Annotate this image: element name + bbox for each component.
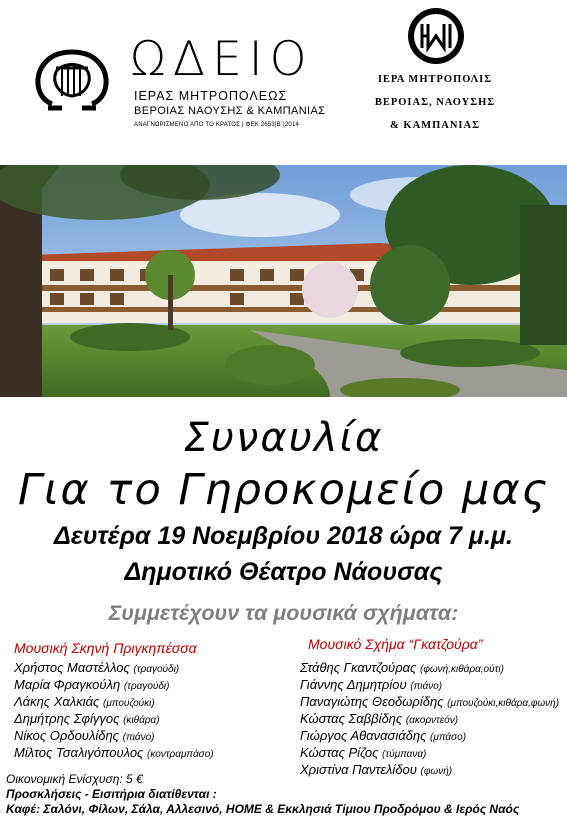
metropolis-line-1: ΙΕΡΑ ΜΗΤΡΟΠΟΛΙΣ [377,74,493,85]
metropolis-line-3: & ΚΑΜΠΑΝΙΑΣ [390,120,480,131]
member-role: (φωνή,κιθάρα,ούτι) [420,664,504,675]
member-role: (μπουζούκι,κιθάρα,φωνή) [447,698,560,709]
odeio-lyre-logo-icon [32,38,112,118]
list-item [300,660,504,675]
member-name: Χρήστος Μαστέλλος [14,660,130,675]
member-role: (μπουζούκι) [102,698,155,709]
member-role: (τραγούδι) [123,681,170,692]
member-name: Παναγιώτης Θεοδωρίδης [300,694,444,709]
member-name: Μίλτος Τσαλιγόπουλος [14,745,144,760]
member-role: (κιθάρα) [123,715,160,726]
concert-title: Συναυλία [183,415,384,461]
member-name: Κώστας Ρίζος [300,745,379,760]
member-name: Μαρία Φραγκούλη [14,677,121,692]
odeio-subtitle-2: ΒΕΡΟΙΑΣ ΝΑΟΥΣΗΣ & ΚΑΜΠΑΝΙΑΣ [134,105,326,117]
member-name: Δημήτρης Σφίγγος [14,711,120,726]
list-item [300,694,559,709]
participants-heading: Συμμετέχουν τα μουσικά σχήματα: [108,601,459,625]
member-name: Στάθης Γκαντζούρας [300,660,417,675]
ticket-locations: Καφέ: Σαλόνι, Φίλων, Σάλα, Αλλεσινό, HOME & Εκκλησιά Τίμιου Προδρόμου & Ιερός Ναός [6,802,520,816]
member-role: (πιάνο) [410,681,443,692]
list-item [14,694,155,709]
odeio-title: ΩΔΕΙΟ [130,32,314,87]
list-item [300,728,466,743]
list-item [300,745,426,760]
concert-subtitle: Για το Γηροκομείο μας [18,465,549,515]
list-item [14,745,214,760]
list-item [300,711,458,726]
member-name: Νίκος Ορδουλίδης [14,728,119,743]
metropolis-line-2: ΒΕΡΟΙΑΣ, ΝΑΟΥΣΗΣ [374,97,496,108]
member-role: (πιάνο) [122,732,155,743]
member-name: Γιώργος Αθανασιάδης [300,728,427,743]
member-role: (φωνή) [420,766,453,777]
event-date: Δευτέρα 19 Νοεμβρίου 2018 ώρα 7 μ.μ. [54,522,513,550]
list-item [14,660,179,675]
donation-note: Οικονομική Ενίσχυση: 5 € [6,772,143,786]
member-role: (ακορντεόν) [405,715,459,726]
member-role: (τύμπανα) [382,749,427,760]
left-group-title: Μουσική Σκηνή Πριγκηπέσσα [14,640,197,656]
member-name: Γιάννης Δημητρίου [300,677,407,692]
metropolis-seal-icon [406,6,466,66]
member-role: (μπάσο) [430,732,467,743]
member-name: Χριστίνα Παντελίδου [300,762,417,777]
tickets-note: Προσκλήσεις - Εισιτήρια διατίθενται : [6,787,217,801]
member-name: Λάκης Χαλκιάς [14,694,100,709]
nursing-home-photo [0,165,567,397]
odeio-subtitle-1: ΙΕΡΑΣ ΜΗΤΡΟΠΟΛΕΩΣ [134,89,288,103]
member-name: Κώστας Σαββίδης [300,711,403,726]
list-item [14,677,169,692]
odeio-recognition-note: ΑΝΑΓΝΩΡΙΣΜΕΝΟ ΑΠΟ ΤΟ ΚΡΑΤΟΣ | ΦΕΚ 2653|Β΄|2014 [134,122,300,128]
list-item [300,677,442,692]
list-item [300,762,452,777]
member-role: (τραγούδι) [133,664,180,675]
event-venue: Δημοτικό Θέατρο Νάουσας [124,558,443,586]
list-item [14,728,154,743]
member-role: (κοντραμπάσο) [147,749,214,760]
right-group-title: Μουσικό Σχήμα “Γκατζούρα” [308,636,483,652]
list-item [14,711,160,726]
